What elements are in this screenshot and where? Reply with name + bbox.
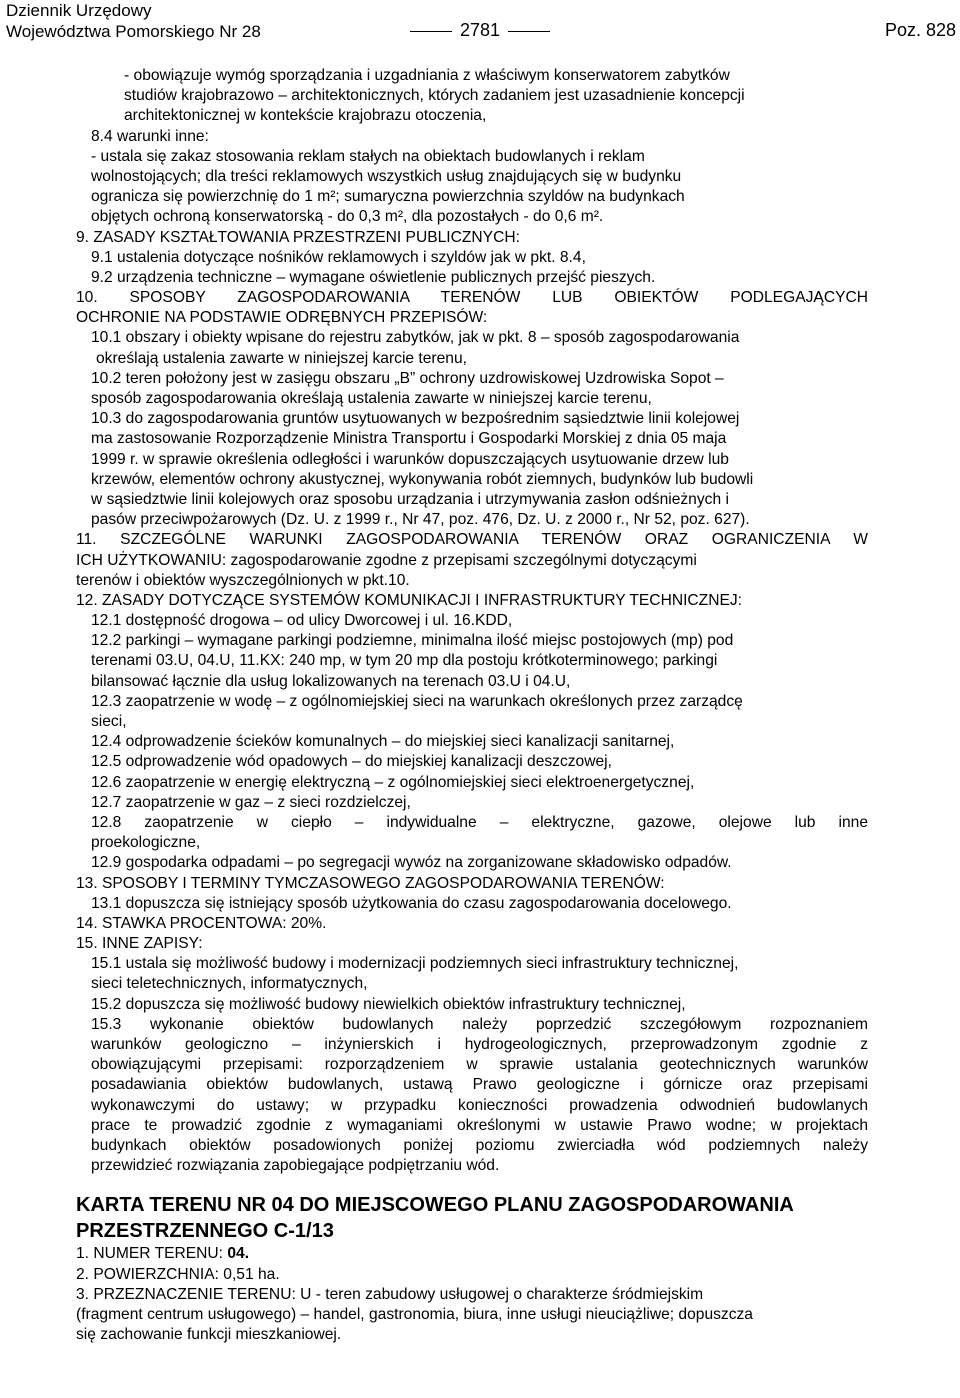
text-line: ogranicza się powierzchnię do 1 m²; sumaryczna powierzchnia szyldów na budynkach (91, 188, 685, 206)
section-title-line-2: PRZESTRZENNEGO C-1/13 (76, 1220, 334, 1243)
text-line: wykonawczymi do ustawy; w przypadku konieczności prowadzenia odwodnień budowlanych (91, 1096, 868, 1114)
text-line: posadawiania obiektów budowlanych, ustawą Prawo geologiczne i górnicze oraz przepisami (91, 1076, 868, 1094)
tail-line (76, 1265, 868, 1285)
text-line: architektonicznej w kontekście krajobrazu otoczenia, (124, 107, 487, 125)
text-line: terenami 03.U, 04.U, 11.KX: 240 mp, w tym 20 mp dla postoju krótkoterminowego; parkingi (91, 652, 718, 670)
tail-label: 3. PRZEZNACZENIE TERENU: U - teren zabudowy usługowej o charakterze śródmiejskim (76, 1285, 704, 1303)
text-line: 12.6 zaopatrzenie w energię elektryczną – z ogólnomiejskiej sieci elektroenergetycznej, (91, 773, 695, 791)
tail-label: 1. NUMER TERENU: (76, 1245, 228, 1263)
text-line: określają ustalenia zawarte w niniejszej karcie terenu, (96, 349, 467, 367)
tail-lines (76, 1244, 868, 1345)
text-line: warunków geologiczno – inżynierskich i hydrogeologicznych, przeprowadzonym zgodnie z (91, 1036, 868, 1053)
text-line: prace te prowadzić zgodnie z wymaganiami określonymi w ustawie Prawo wodne; w projektach (91, 1116, 868, 1134)
tail-line (76, 1325, 868, 1345)
text-line: 9. ZASADY KSZTAŁTOWANIA PRZESTRZENI PUBLICZNYCH: (76, 228, 520, 246)
text-line: 13.1 dopuszcza się istniejący sposób użytkowania do czasu zagospodarowania docelowego. (91, 894, 732, 912)
text-line: 10.2 teren położony jest w zasięgu obszaru „B” ochrony uzdrowiskowej Uzdrowiska Sopot – (91, 369, 724, 387)
tail-value: 04. (227, 1245, 250, 1263)
journal-line-2: Województwa Pomorskiego Nr 28 (6, 22, 261, 41)
text-line: 12.9 gospodarka odpadami – po segregacji wywóz na zorganizowane składowisko odpadów. (91, 854, 732, 872)
text-line: - obowiązuje wymóg sporządzania i uzgadniania z właściwym konserwatorem zabytków (124, 67, 730, 84)
tail-line (76, 1244, 868, 1264)
text-line: sieci teletechnicznych, informatycznych, (91, 975, 368, 993)
tail-line (76, 1285, 868, 1305)
text-line: 12.4 odprowadzenie ścieków komunalnych – do miejskiej sieci kanalizacji sanitarnej, (91, 733, 675, 751)
tail-label: (fragment centrum usługowego) – handel, gastronomia, biura, inne usługi nieuciążliwe; dopuszcza (76, 1305, 753, 1323)
text-line: 13. SPOSOBY I TERMINY TYMCZASOWEGO ZAGOSPODAROWANIA TERENÓW: (76, 874, 665, 892)
text-line: 10. SPOSOBY ZAGOSPODAROWANIA TERENÓW LUB OBIEKTÓW PODLEGAJĄCYCH (76, 289, 868, 307)
text-line: 10.3 do zagospodarowania gruntów usytuowanych w bezpośrednim sąsiedztwie linii kolejowej (91, 410, 740, 428)
text-line: 15.2 dopuszcza się możliwość budowy niewielkich obiektów infrastruktury technicznej, (91, 995, 686, 1013)
text-line: 12.5 odprowadzenie wód opadowych – do miejskiej kanalizacji deszczowej, (91, 753, 612, 771)
text-line: 11. SZCZEGÓLNE WARUNKI ZAGOSPODAROWANIA TERENÓW ORAZ OGRANICZENIA W (76, 531, 868, 549)
text-lines (76, 66, 868, 1176)
text-line: 12.2 parkingi – wymagane parkingi podziemne, minimalna ilość miejsc postojowych (mp) pod (91, 632, 734, 650)
journal-title (6, 0, 261, 42)
text-line: 1999 r. w sprawie określenia odległości i warunków dopuszczających usytuowanie drzew lub (91, 450, 729, 468)
tail-label: 2. POWIERZCHNIA: 0,51 ha. (76, 1265, 280, 1283)
text-line: sposób zagospodarowania określają ustalenia zawarte w niniejszej karcie terenu, (91, 390, 652, 407)
text-line: sieci, (91, 713, 127, 730)
page-header (0, 0, 960, 44)
text-line: - ustala się zakaz stosowania reklam stałych na obiektach budowlanych i reklam (91, 147, 645, 165)
spacer (76, 1176, 868, 1192)
text-line: 15.1 ustala się możliwość budowy i modernizacji podziemnych sieci infrastruktury technicznej, (91, 955, 739, 973)
text-line: 10.1 obszary i obiekty wpisane do rejestru zabytków, jak w pkt. 8 – sposób zagospodarowania (91, 329, 740, 347)
text-line: ICH UŻYTKOWANIU: zagospodarowanie zgodne z przepisami szczególnymi dotyczącymi (76, 551, 697, 569)
text-line: 12.8 zaopatrzenie w ciepło – indywidualne – elektryczne, gazowe, olejowe lub inne (91, 813, 868, 831)
text-line: 12. ZASADY DOTYCZĄCE SYSTEMÓW KOMUNIKACJI I INFRASTRUKTURY TECHNICZNEJ: (76, 591, 743, 609)
text-line: wolnostojących; dla treści reklamowych wszystkich usług znajdujących się w budynku (91, 167, 682, 185)
text-line: studiów krajobrazowo – architektonicznych, których zadaniem jest uzasadnienie koncepcji (124, 87, 745, 105)
text-line: objętych ochroną konserwatorską - do 0,3 m², dla pozostałych - do 0,6 m². (91, 208, 604, 226)
text-line: w sąsiedztwie linii kolejowych oraz sposobu urządzania i utrzymywania zasłon odśnieżnych i (91, 490, 729, 508)
document-body (76, 66, 868, 1345)
text-line: 12.7 zaopatrzenie w gaz – z sieci rozdzielczej, (91, 793, 411, 811)
text-line: przewidzieć rozwiązania zapobiegające podpiętrzaniu wód. (91, 1157, 500, 1175)
text-line: OCHRONIE NA PODSTAWIE ODRĘBNYCH PRZEPISÓW: (76, 309, 488, 327)
position-number: Poz. 828 (884, 20, 956, 40)
text-line: 8.4 warunki inne: (91, 127, 209, 145)
text-line: proekologiczne, (91, 834, 201, 852)
text-line: pasów przeciwpożarowych (Dz. U. z 1999 r., Nr 47, poz. 476, Dz. U. z 2000 r., Nr 52, poz. 627). (91, 511, 750, 529)
text-line: obowiązującymi przepisami: rozporządzeniem w sprawie ustalania geotechnicznych warunków (91, 1056, 868, 1074)
text-line: krzewów, elementów ochrony akustycznej, wykonywania robót ziemnych, budynków lub budowli (91, 470, 754, 488)
section-title-line-1: KARTA TERENU NR 04 DO MIEJSCOWEGO PLANU ZAGOSPODAROWANIA (76, 1194, 794, 1217)
tail-line (76, 1305, 868, 1325)
page-number: 2781 (410, 20, 550, 41)
tail-label: się zachowanie funkcji mieszkaniowej. (76, 1326, 342, 1344)
text-line: 9.2 urządzenia techniczne – wymagane oświetlenie publicznych przejść pieszych. (91, 268, 656, 286)
text-line: 9.1 ustalenia dotyczące nośników reklamowych i szyldów jak w pkt. 8.4, (91, 248, 586, 266)
text-line: 12.1 dostępność drogowa – od ulicy Dworcowej i ul. 16.KDD, (91, 612, 513, 630)
text-line: 14. STAWKA PROCENTOWA: 20%. (76, 914, 327, 932)
text-line: 15.3 wykonanie obiektów budowlanych należy poprzedzić szczegółowym rozpoznaniem (91, 1015, 868, 1033)
text-line: 12.3 zaopatrzenie w wodę – z ogólnomiejskiej sieci na warunkach określonych przez zarządcę (91, 692, 743, 710)
text-line: terenów i obiektów wyszczególnionych w pkt.10. (76, 571, 410, 589)
text-line: bilansować łącznie dla usług lokalizowanych na terenach 03.U i 04.U, (91, 672, 571, 690)
text-line: budynkach obiektów posadowionych poniżej poziomu zwierciadła wód podziemnych należy (91, 1136, 868, 1154)
text-line: 15. INNE ZAPISY: (76, 935, 203, 953)
text-line: ma zastosowanie Rozporządzenie Ministra Transportu i Gospodarki Morskiej z dnia 05 maja (91, 430, 727, 448)
journal-line-1: Dziennik Urzędowy (6, 1, 152, 20)
